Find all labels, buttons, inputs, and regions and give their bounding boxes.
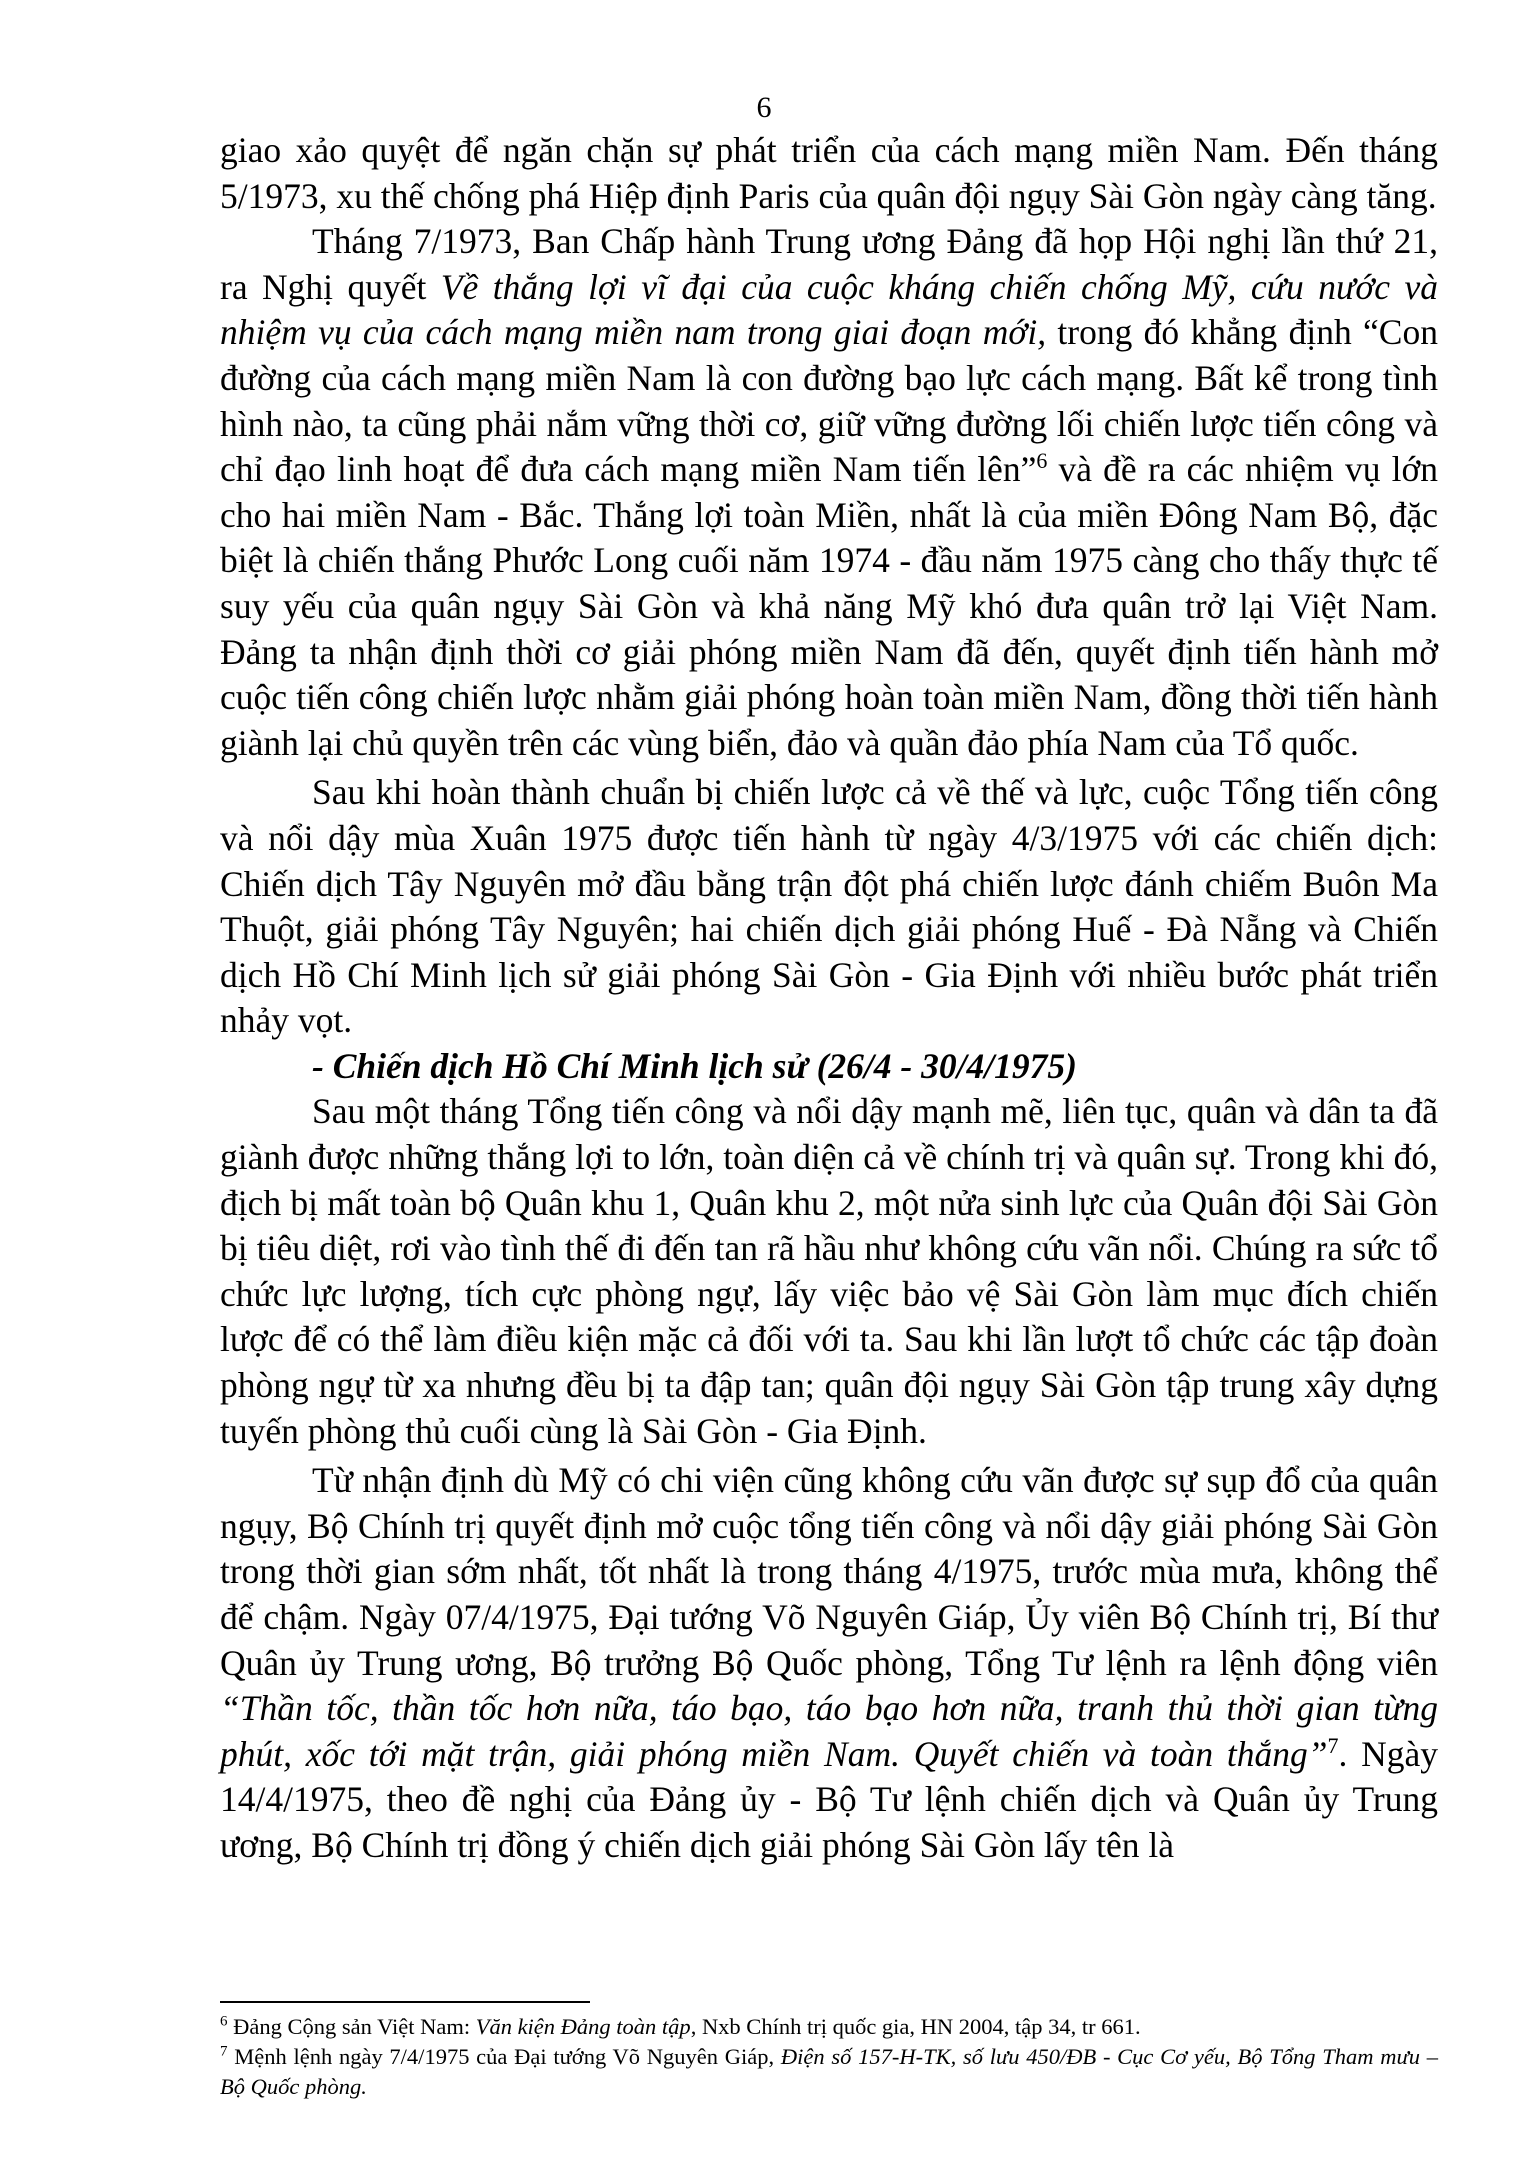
- footnote: [220, 2042, 1438, 2102]
- footnote-separator: [220, 2001, 590, 2003]
- footnote: [220, 2012, 1438, 2042]
- footnotes: [220, 2012, 1438, 2102]
- paragraph-text: Tháng 7/1973, Ban Chấp hành Trung ương Đảng đã họp Hội nghị lần thứ 21, ra Nghị quyết: [220, 221, 1438, 307]
- paragraph: Sau khi hoàn thành chuẩn bị chiến lược cả về thế và lực, cuộc Tổng tiến công và nổi dậy mùa Xuân 1975 được tiến hành từ ngày 4/3/1975 với các chiến dịch: Chiến dịch Tây Nguyên mở đầu bằng trận đột phá chiến lược đánh chiếm Buôn Ma Thuột, giải phóng Tây Nguyên; hai chiến dịch giải phóng Huế - Đà Nẵng và Chiến dịch Hồ Chí Minh lịch sử giải phóng Sài Gòn - Gia Định với nhiều bước phát triển nhảy vọt.: [220, 772, 1438, 1041]
- paragraph: [220, 219, 1438, 766]
- footnote-number: 7: [220, 2043, 228, 2060]
- paragraph: giao xảo quyệt để ngăn chặn sự phát triển của cách mạng miền Nam. Đến tháng 5/1973, xu thế chống phá Hiệp định Paris của quân đội ngụy Sài Gòn ngày càng tăng.: [220, 130, 1438, 216]
- paragraph: [220, 1458, 1438, 1868]
- paragraph-text: Từ nhận định dù Mỹ có chi viện cũng không cứu vãn được sự sụp đổ của quân ngụy, Bộ Chính trị quyết định mở cuộc tổng tiến công và nổi dậy giải phóng Sài Gòn trong thời gian sớm nhất, tốt nhất là trong tháng 4/1975, trước mùa mưa, không thể để chậm. Ngày 07/4/1975, Đại tướng Võ Nguyên Giáp, Ủy viên Bộ Chính trị, Bí thư Quân ủy Trung ương, Bộ trưởng Bộ Quốc phòng, Tổng Tư lệnh ra lệnh động viên: [220, 1460, 1438, 1683]
- footnote-ref[interactable]: 7: [1327, 1732, 1339, 1758]
- footnote-text: Đảng Cộng sản Việt Nam:: [233, 2014, 476, 2039]
- footnote-number: 6: [220, 2013, 228, 2030]
- paragraph-text: . Ngày 14/4/1975, theo đề nghị của Đảng ủy - Bộ Tư lệnh chiến dịch và Quân ủy Trung ương, Bộ Chính trị đồng ý chiến dịch giải phóng Sài Gòn lấy tên là: [220, 1733, 1438, 1865]
- paragraph: Sau một tháng Tổng tiến công và nổi dậy mạnh mẽ, liên tục, quân và dân ta đã giành được những thắng lợi to lớn, toàn diện cả về chính trị và quân sự. Trong khi đó, địch bị mất toàn bộ Quân khu 1, Quân khu 2, một nửa sinh lực của Quân đội Sài Gòn bị tiêu diệt, rơi vào tình thế đi đến tan rã hầu như không cứu vãn nổi. Chúng ra sức tổ chức lực lượng, tích cực phòng ngự, lấy việc bảo vệ Sài Gòn làm mục đích chiến lược để có thể làm điều kiện mặc cả đối với ta. Sau khi lần lượt tổ chức các tập đoàn phòng ngự từ xa nhưng đều bị ta đập tan; quân đội ngụy Sài Gòn tập trung xây dựng tuyến phòng thủ cuối cùng là Sài Gòn - Gia Định.: [220, 1091, 1438, 1451]
- resolution-title: Về thắng lợi vĩ đại của cuộc kháng chiến chống Mỹ, cứu nước và nhiệm vụ của cách mạng miền nam trong giai đoạn mới,: [220, 266, 1439, 353]
- footnote-text: , Nxb Chính trị quốc gia, HN 2004, tập 34, tr 661.: [690, 2014, 1141, 2039]
- paragraph-text: trong đó khẳng định “Con đường của cách mạng miền Nam là con đường bạo lực cách mạng. Bất kể trong tình hình nào, ta cũng phải nắm vững thời cơ, giữ vững đường lối chiến lược tiến công và chỉ đạo linh hoạt để đưa cách mạng miền Nam tiến lên”: [220, 312, 1438, 490]
- section-heading: - Chiến dịch Hồ Chí Minh lịch sử (26/4 - 30/4/1975): [312, 1045, 1077, 1086]
- document-body: [220, 128, 1438, 1869]
- footnote-citation: Điện số 157-H-TK, số lưu 450/ĐB - Cục Cơ yếu, Bộ Tổng Tham mưu – Bộ Quốc phòng.: [220, 2044, 1438, 2099]
- footnote-ref[interactable]: 6: [1036, 448, 1048, 474]
- page-number: 6: [756, 91, 772, 124]
- paragraph-text: và đề ra các nhiệm vụ lớn cho hai miền Nam - Bắc. Thắng lợi toàn Miền, nhất là của miền Đông Nam Bộ, đặc biệt là chiến thắng Phước Long cuối năm 1974 - đầu năm 1975 càng cho thấy thực tế suy yếu của quân ngụy Sài Gòn và khả năng Mỹ khó đưa quân trở lại Việt Nam. Đảng ta nhận định thời cơ giải phóng miền Nam đã đến, quyết định tiến hành mở cuộc tiến công chiến lược nhằm giải phóng hoàn toàn miền Nam, đồng thời tiến hành giành lại chủ quyền trên các vùng biển, đảo và quần đảo phía Nam của Tổ quốc.: [220, 449, 1438, 763]
- footnote-text: Mệnh lệnh ngày 7/4/1975 của Đại tướng Võ Nguyên Giáp,: [234, 2044, 781, 2069]
- footnote-citation: Văn kiện Đảng toàn tập: [475, 2014, 691, 2039]
- quotation: “Thần tốc, thần tốc hơn nữa, táo bạo, táo bạo hơn nữa, tranh thủ thời gian từng phút, xốc tới mặt trận, giải phóng miền Nam. Quyết chiến và toàn thắng”: [220, 1688, 1438, 1774]
